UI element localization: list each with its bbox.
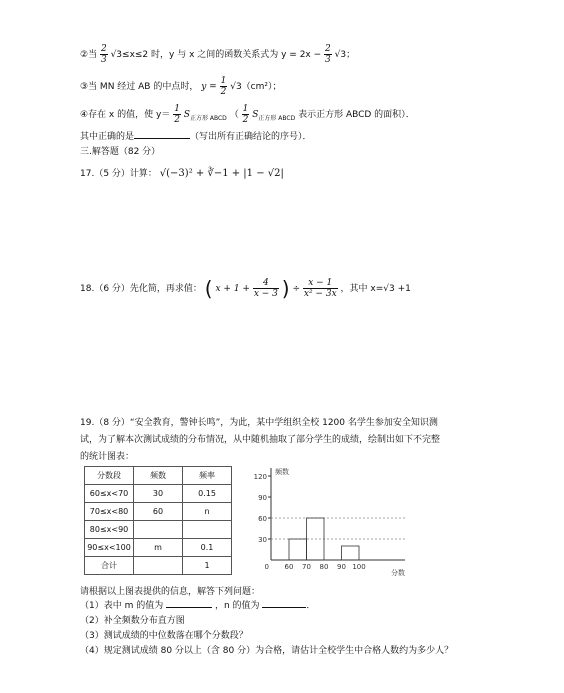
- item-3: [80, 76, 282, 97]
- item4-a: ④存在 x 的值，使 y＝: [80, 110, 171, 120]
- frac-den: 3: [325, 55, 331, 65]
- frac-num: 2: [100, 44, 107, 54]
- sub1-b: ，n 的值为: [214, 601, 260, 611]
- q19-line2: 试，为了解本次测试成绩的分布情况，从中随机抽取了部分学生的成绩，绘制出如下不完整: [80, 435, 441, 445]
- frac-num: x − 1: [303, 278, 338, 289]
- answer-blank[interactable]: [134, 138, 190, 139]
- frac-den: 3: [100, 55, 107, 65]
- table-cell: [134, 521, 183, 539]
- item2-prefix: ②当: [80, 50, 98, 60]
- table-cell: 90≤x<100: [85, 539, 134, 557]
- table-header: 频数: [134, 467, 183, 485]
- q19-line1: 19.（8 分）“安全教育，警钟长鸣”，为此，某中学组织全校 1200 名学生参加安全知识测: [80, 418, 438, 428]
- left-paren: (: [204, 276, 213, 301]
- item-2: [80, 44, 355, 65]
- table-cell: 80≤x<90: [85, 521, 134, 539]
- fraction: [100, 44, 108, 65]
- table-cell: 60: [134, 503, 183, 521]
- table-cell: [183, 521, 232, 539]
- item4-sub2: 正方形 ABCD: [258, 114, 296, 122]
- y-tick-label: 90: [258, 494, 267, 502]
- frac-num: 1: [220, 76, 227, 86]
- x-tick-label: 90: [337, 563, 346, 571]
- frac-den: 2: [174, 115, 180, 125]
- n-answer-blank[interactable]: [262, 607, 306, 608]
- q18-tail: ，其中 x=√3 +1: [340, 284, 411, 294]
- q17: [80, 168, 284, 180]
- table-row: [85, 503, 232, 521]
- q17-label: 17.（5 分）计算：: [80, 169, 157, 179]
- table-cell: n: [183, 503, 232, 521]
- x-tick-label: 70: [302, 563, 311, 571]
- fraction: [242, 104, 250, 125]
- y-tick-label: 120: [253, 473, 267, 481]
- histogram-bar: [289, 539, 307, 560]
- frac-num: 1: [174, 104, 180, 114]
- item3-eq: y =: [201, 82, 217, 92]
- frac-num: 4: [253, 278, 279, 289]
- item4-s: S: [183, 110, 190, 120]
- item4-s2: S: [252, 110, 259, 120]
- correct-line: [80, 131, 312, 143]
- q19-line3: 的统计图表：: [80, 452, 135, 462]
- y-tick-label: 60: [258, 515, 267, 523]
- table-cell: 1: [183, 557, 232, 575]
- table-cell: m: [134, 539, 183, 557]
- y-tick-label: 30: [258, 536, 267, 544]
- x-axis-label: 分数: [391, 569, 405, 577]
- table-header-row: [85, 467, 232, 485]
- item4-c: （: [229, 110, 239, 120]
- q19-sub4: （4）规定测试成绩 80 分以上（含 80 分）为合格，请估计全校学生中合格人数约为多少人？: [80, 646, 454, 656]
- fraction: [173, 104, 181, 125]
- table-cell: 合计: [85, 557, 134, 575]
- q18-plus: + 1 +: [223, 284, 250, 294]
- m-answer-blank[interactable]: [166, 607, 212, 608]
- stat-table: [84, 466, 232, 575]
- table-header: 分数段: [85, 467, 134, 485]
- section-title: 三.解答题（82 分）: [80, 147, 161, 157]
- fraction: [220, 76, 228, 97]
- sub1-c: ．: [306, 601, 316, 611]
- item3-text: ③当 MN 经过 AB 的中点时，: [80, 82, 199, 92]
- table-row: [85, 485, 232, 503]
- q19-instr: 请根据以上图表提供的信息，解答下列问题：: [80, 587, 261, 597]
- q17-expr: √(−3)² + ∛−1 + |1 − √2|: [159, 168, 284, 179]
- correct-tail: （写出所有正确结论的序号）．: [190, 132, 312, 142]
- table-cell: 70≤x<80: [85, 503, 134, 521]
- item2-text: √3≤x≤2 时，y 与 x 之间的函数关系式为 y = 2x −: [110, 50, 322, 60]
- fraction: [303, 278, 338, 299]
- frac-num: 2: [325, 44, 331, 54]
- q19-sub2: （2）补全频数分布直方图: [80, 616, 185, 626]
- item2-end: √3；: [334, 50, 356, 60]
- q18-label: 18.（6 分）先化简，再求值：: [80, 284, 202, 294]
- frac-den: 2: [242, 115, 249, 125]
- frac-num: 1: [242, 104, 249, 114]
- q19-sub1: [80, 600, 315, 612]
- table-cell: 60≤x<70: [85, 485, 134, 503]
- origin-label: 0: [264, 563, 269, 571]
- item3-end: √3（cm²）；: [230, 82, 282, 92]
- table-cell: 30: [134, 485, 183, 503]
- sub1-a: （1）表中 m 的值为: [80, 601, 164, 611]
- fraction: [324, 44, 332, 65]
- q18: [80, 278, 411, 299]
- table-row: [85, 539, 232, 557]
- table-cell: [134, 557, 183, 575]
- item-4: [80, 104, 415, 125]
- table-cell: 0.15: [183, 485, 232, 503]
- table-header: 频率: [183, 467, 232, 485]
- fraction: [253, 278, 279, 299]
- table-row: [85, 521, 232, 539]
- x-tick-label: 60: [284, 563, 294, 571]
- correct-label: 其中正确的是: [80, 132, 135, 142]
- table-row: [85, 557, 232, 575]
- q19-sub3: （3）测试成绩的中位数落在哪个分数段？: [80, 631, 248, 641]
- item4-sub: 正方形 ABCD: [189, 114, 227, 122]
- frac-den: 2: [220, 87, 227, 97]
- frac-den: x − 3: [253, 289, 278, 299]
- item4-e: 表示正方形 ABCD 的面积）．: [298, 110, 415, 120]
- right-paren: ): [281, 276, 290, 301]
- frac-den: x² − 3x: [303, 289, 337, 299]
- q18-div: ÷: [292, 284, 301, 294]
- histogram-bar: [342, 546, 360, 560]
- x-tick-label: 80: [319, 563, 329, 571]
- y-axis-label: 频数: [275, 468, 289, 476]
- x-tick-label: 100: [352, 563, 366, 571]
- table-cell: 0.1: [183, 539, 232, 557]
- frequency-histogram: [245, 464, 415, 582]
- q18-x: x: [215, 284, 221, 294]
